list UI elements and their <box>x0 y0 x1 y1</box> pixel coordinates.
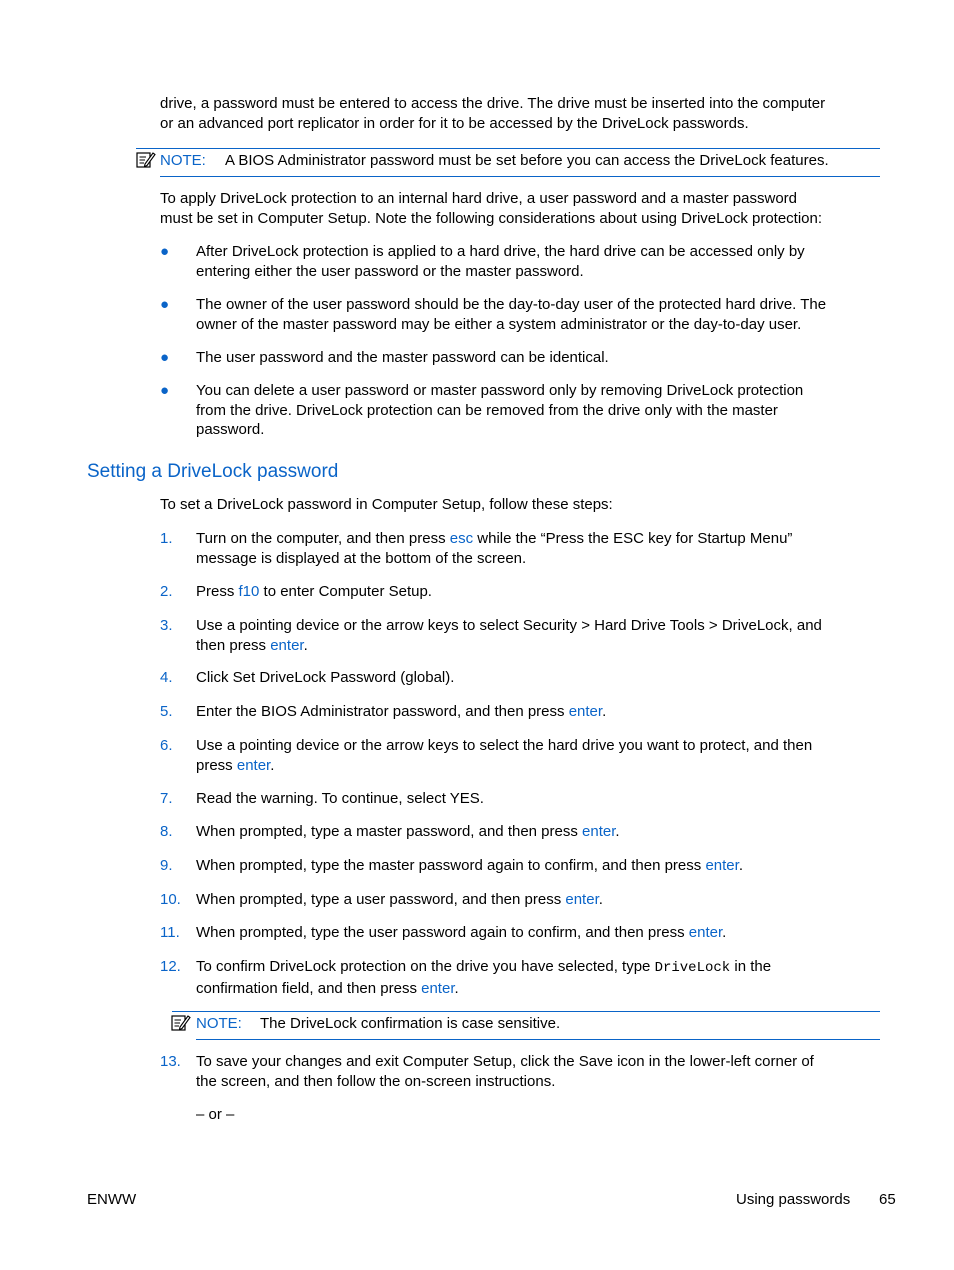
note2-text: The DriveLock confirmation is case sensitive. <box>260 1015 561 1032</box>
step-number: 2. <box>160 583 173 600</box>
step-text: to enter Computer Setup. <box>259 583 432 600</box>
note1-top-rule <box>136 148 880 149</box>
menu-path: Security > Hard Drive Tools > DriveLock <box>522 617 789 634</box>
step-number: 1. <box>160 530 173 547</box>
bullet-marker: ● <box>160 296 170 313</box>
step-9 <box>196 856 880 876</box>
step-13 <box>196 1052 880 1091</box>
key-enter: enter <box>565 891 599 908</box>
note2-bottom-rule <box>196 1039 880 1040</box>
note2-top-rule <box>172 1011 880 1012</box>
step-2 <box>196 582 880 602</box>
step-7 <box>196 789 880 809</box>
step-1-line-2: message is displayed at the bottom of the screen. <box>196 549 527 567</box>
key-enter: enter <box>582 823 616 840</box>
key-enter: enter <box>688 924 723 941</box>
step-3 <box>196 616 880 655</box>
bullet-4-line-2: from the drive. DriveLock protection can be removed from the drive only with the master <box>196 401 778 419</box>
section-heading: Setting a DriveLock password <box>87 461 339 482</box>
key-enter: enter <box>568 703 603 720</box>
bullet-item-4 <box>196 381 880 440</box>
intro-line-1: drive, a password must be entered to access the drive. The drive must be inserted into the computer <box>160 95 826 112</box>
step-6-line-1: Use a pointing device or the arrow keys to select the hard drive you want to protect, and then <box>196 737 813 754</box>
key-f10: f10 <box>238 583 260 600</box>
step-text: in the <box>730 958 772 975</box>
bullet-4-line-1: You can delete a user password or master password only by removing DriveLock protection <box>196 382 804 399</box>
step-13-line-2: the screen, and then follow the on-screen instructions. <box>196 1072 556 1090</box>
key-enter: enter <box>421 979 455 997</box>
step-number: 4. <box>160 669 173 686</box>
step-text: . <box>615 823 620 840</box>
step-number: 9. <box>160 857 173 874</box>
bullet-marker: ● <box>160 243 170 260</box>
step-text: . <box>479 790 484 807</box>
note1-text: A BIOS Administrator password must be set before you can access the DriveLock features. <box>225 152 829 169</box>
bullet-item-2 <box>196 295 880 334</box>
step-1-line-1 <box>196 529 880 549</box>
step-text: press <box>196 756 237 774</box>
intro-paragraph <box>160 94 880 133</box>
step-text: Press <box>196 583 239 600</box>
note1-bottom-rule <box>160 176 880 177</box>
step-text: . <box>303 636 308 654</box>
step-text: icon in the lower-left corner of <box>612 1053 814 1070</box>
step-10 <box>196 890 880 910</box>
step-3-line-2 <box>196 636 880 656</box>
step-text: then press <box>196 636 271 654</box>
key-enter: enter <box>270 636 304 654</box>
step-text: . <box>598 891 603 908</box>
step-12-line-1 <box>196 957 880 979</box>
bullet-4-line-3: password. <box>196 421 265 438</box>
bullet-2-line-1: The owner of the user password should be the day-to-day user of the protected hard drive. The <box>196 296 827 313</box>
step-text: . <box>738 857 743 874</box>
key-esc: esc <box>449 530 474 547</box>
step-number: 5. <box>160 703 173 720</box>
step-number: 8. <box>160 823 173 840</box>
code-drivelock: DriveLock <box>654 960 731 976</box>
bullet-item-1 <box>196 242 880 281</box>
step-8 <box>196 822 880 842</box>
step-text: Read the warning. To continue, select <box>196 790 450 807</box>
step-text: To save your changes and exit Computer Setup, click the <box>196 1053 579 1070</box>
bullet-1-line-1: After DriveLock protection is applied to a hard drive, the hard drive can be accessed only by <box>196 243 805 260</box>
step-text: When prompted, type the master password again to confirm, and then press <box>196 857 706 874</box>
note-icon <box>136 151 156 169</box>
step-number: 11. <box>160 924 180 941</box>
footer-page-number: 65 <box>879 1191 896 1208</box>
apply-line-2: must be set in Computer Setup. Note the following considerations about using DriveLock protection: <box>160 209 823 227</box>
key-enter: enter <box>236 756 271 774</box>
step-text: . <box>454 979 459 997</box>
step-number: 12. <box>160 958 181 975</box>
step-11 <box>196 923 880 943</box>
step-text: When prompted, type the user password again to confirm, and then press <box>196 924 689 941</box>
bullet-2-line-2: owner of the master password may be either a system administrator or the day-to-day user. <box>196 315 802 333</box>
step-text: Enter the BIOS Administrator password, and then press <box>196 703 569 720</box>
step-text: To confirm DriveLock protection on the drive you have selected, type <box>196 958 655 975</box>
note1-label: NOTE: <box>160 152 206 169</box>
step-text: . <box>270 756 275 774</box>
step-text: . <box>722 924 727 941</box>
apply-line-1: To apply DriveLock protection to an internal hard drive, a user password and a master password <box>160 190 797 207</box>
key-enter: enter <box>705 857 739 874</box>
step-1 <box>196 529 880 568</box>
apply-paragraph <box>160 189 880 228</box>
step-number: 10. <box>160 891 181 908</box>
footer-section-title: Using passwords <box>736 1191 851 1208</box>
step-text: confirmation field, and then press <box>196 979 422 997</box>
bullet-marker: ● <box>160 382 170 399</box>
step-text: When prompted, type a user password, and then press <box>196 891 566 908</box>
step-3-line-1 <box>196 616 880 636</box>
step-6-line-2 <box>196 756 880 776</box>
yes-option: YES <box>449 790 480 807</box>
save-label: Save <box>578 1053 613 1070</box>
intro-line-2: or an advanced port replicator in order for it to be accessed by the DriveLock passwords. <box>160 114 749 132</box>
step-number: 13. <box>160 1053 181 1070</box>
section-intro: To set a DriveLock password in Computer Setup, follow these steps: <box>160 496 613 513</box>
step-number: 3. <box>160 617 173 634</box>
bullet-item-3 <box>196 348 880 368</box>
note2-label: NOTE: <box>196 1015 242 1032</box>
footer-left: ENWW <box>87 1191 137 1208</box>
or-separator: – or – <box>196 1106 235 1123</box>
step-number: 6. <box>160 737 173 754</box>
step-text: Use a pointing device or the arrow keys to select <box>196 617 523 634</box>
step-text: Turn on the computer, and then press <box>196 530 450 547</box>
step-12 <box>196 957 880 998</box>
step-12-line-2 <box>196 979 880 999</box>
step-text: while the “Press the ESC key for Startup Menu” <box>473 530 793 547</box>
step-13-line-1 <box>196 1052 880 1072</box>
step-text: . <box>602 703 607 720</box>
step-5 <box>196 702 880 722</box>
step-6 <box>196 736 880 775</box>
step-text: When prompted, type a master password, and then press <box>196 823 583 840</box>
step-text: , and <box>788 617 822 634</box>
bullet-3-line-1: The user password and the master password can be identical. <box>196 349 609 366</box>
bullet-marker: ● <box>160 349 170 366</box>
note-icon <box>171 1014 191 1032</box>
step-number: 7. <box>160 790 173 807</box>
step-4: Click Set DriveLock Password (global). <box>196 669 455 686</box>
bullet-1-line-2: entering either the user password or the master password. <box>196 262 584 280</box>
